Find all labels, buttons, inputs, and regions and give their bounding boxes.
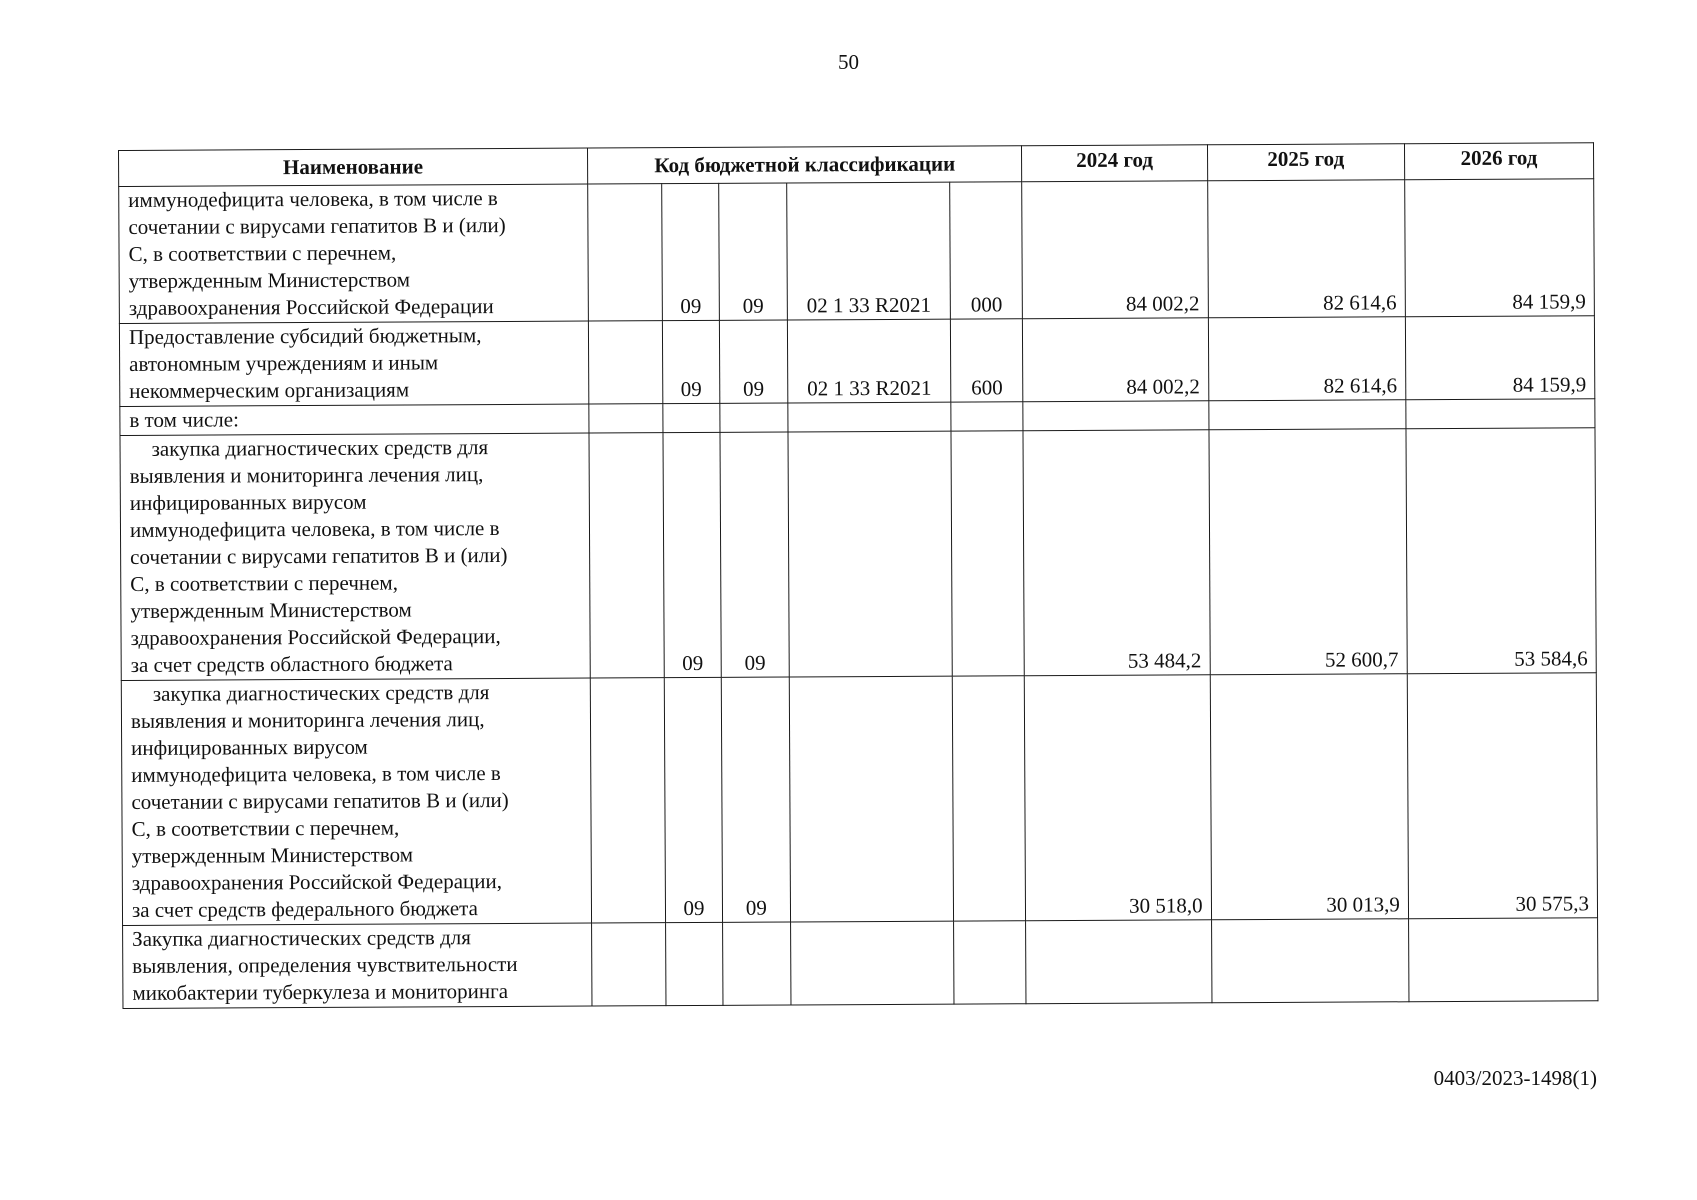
header-2026: 2026 год bbox=[1404, 143, 1593, 180]
row-name bbox=[123, 923, 592, 1008]
row-name-line: за счет средств областного бюджета bbox=[130, 651, 453, 677]
code-expense-type: 600 bbox=[950, 319, 1023, 402]
document-code: 0403/2023-1498(1) bbox=[1433, 1066, 1597, 1090]
row-name-line: здравоохранения Российской Федерации, bbox=[131, 868, 503, 895]
code-expense-type bbox=[951, 402, 1024, 431]
row-name-line: С, в соответствии с перечнем, bbox=[131, 815, 400, 841]
row-name bbox=[120, 433, 590, 680]
table-row bbox=[120, 428, 1596, 681]
row-name bbox=[119, 321, 588, 406]
value-2026: 84 159,9 bbox=[1405, 316, 1595, 400]
code-section: 09 bbox=[662, 183, 719, 320]
header-budget-code: Код бюджетной классификации bbox=[587, 146, 1022, 184]
row-name bbox=[119, 184, 589, 323]
code-blank-cell bbox=[590, 678, 666, 923]
row-name-line: утвержденным Министерством bbox=[131, 842, 414, 868]
table-row bbox=[119, 316, 1594, 407]
code-section: 09 bbox=[663, 320, 720, 403]
value-2024: 30 518,0 bbox=[1025, 675, 1211, 921]
table-row bbox=[121, 673, 1597, 926]
row-name-line: сочетании с вирусами гепатитов В и (или) bbox=[128, 212, 506, 239]
row-name bbox=[120, 404, 589, 435]
value-2024 bbox=[1026, 920, 1212, 1004]
row-name-line: сочетании с вирусами гепатитов В и (или) bbox=[131, 787, 509, 814]
row-name-line: выявления и мониторинга лечения лиц, bbox=[129, 462, 484, 488]
value-2026: 53 584,6 bbox=[1406, 428, 1596, 674]
code-expense-type bbox=[951, 431, 1025, 676]
row-name-line: за счет средств федерального бюджета bbox=[131, 896, 478, 922]
table-row bbox=[123, 918, 1598, 1009]
code-section bbox=[663, 403, 719, 432]
value-2025: 30 013,9 bbox=[1210, 674, 1408, 920]
code-expense-type: 000 bbox=[950, 182, 1023, 319]
code-subsection: 09 bbox=[721, 677, 791, 922]
row-name-line: в том числе: bbox=[129, 407, 239, 432]
row-name-line: сочетании с вирусами гепатитов В и (или) bbox=[130, 542, 508, 569]
page-number: 50 bbox=[838, 50, 859, 74]
header-name: Наименование bbox=[119, 148, 588, 186]
code-section: 09 bbox=[663, 432, 721, 677]
value-2024 bbox=[1023, 401, 1208, 431]
value-2025: 52 600,7 bbox=[1209, 429, 1407, 675]
value-2024: 84 002,2 bbox=[1023, 318, 1209, 402]
row-name-line: микобактерии туберкулеза и мониторинга bbox=[132, 978, 509, 1005]
value-2026: 30 575,3 bbox=[1407, 673, 1597, 919]
code-blank-cell bbox=[589, 404, 664, 433]
row-name-line: иммунодефицита человека, в том числе в bbox=[129, 516, 500, 542]
row-name-line: инфицированных вирусом bbox=[131, 734, 368, 760]
code-target bbox=[789, 676, 953, 922]
value-2025: 82 614,6 bbox=[1208, 317, 1406, 401]
row-name-line: закупка диагностических средств для bbox=[151, 435, 489, 461]
row-name-line: автономным учреждениям и иным bbox=[129, 350, 439, 376]
row-name-line: иммунодефицита человека, в том числе в bbox=[128, 186, 498, 212]
code-subsection bbox=[722, 922, 791, 1005]
code-subsection: 09 bbox=[718, 183, 787, 320]
value-2026: 84 159,9 bbox=[1404, 179, 1594, 317]
value-2024: 53 484,2 bbox=[1023, 430, 1209, 676]
code-target bbox=[788, 431, 952, 677]
row-name-line: С, в соответствии с перечнем, bbox=[130, 570, 399, 596]
row-name-line: некоммерческим организациям bbox=[129, 377, 410, 403]
budget-table bbox=[118, 142, 1598, 1009]
code-target bbox=[788, 402, 951, 432]
code-expense-type bbox=[952, 676, 1026, 921]
code-subsection: 09 bbox=[720, 432, 790, 677]
code-target bbox=[791, 921, 954, 1005]
code-blank-cell bbox=[588, 321, 663, 404]
row-name bbox=[121, 678, 591, 925]
code-expense-type bbox=[954, 921, 1027, 1004]
value-2025: 82 614,6 bbox=[1207, 180, 1405, 318]
row-name-line: здравоохранения Российской Федерации, bbox=[130, 624, 501, 650]
code-blank-cell bbox=[591, 923, 666, 1006]
row-name-line: С, в соответствии с перечнем, bbox=[128, 240, 397, 266]
row-name-line: утвержденным Министерством bbox=[130, 597, 412, 623]
value-2026 bbox=[1408, 918, 1598, 1002]
code-section bbox=[666, 922, 723, 1005]
row-name-line: иммунодефицита человека, в том числе в bbox=[131, 761, 501, 787]
value-2025 bbox=[1208, 400, 1405, 430]
table-body bbox=[119, 179, 1598, 1009]
code-section: 09 bbox=[665, 677, 723, 922]
row-name-line: Предоставление субсидий бюджетным, bbox=[128, 323, 482, 349]
row-name-line: выявления и мониторинга лечения лиц, bbox=[130, 707, 485, 733]
code-subsection bbox=[719, 403, 788, 432]
table-row bbox=[119, 179, 1595, 324]
code-target: 02 1 33 R2021 bbox=[787, 319, 950, 403]
row-name-line: утвержденным Министерством bbox=[128, 267, 411, 293]
code-subsection: 09 bbox=[719, 320, 788, 403]
header-2024: 2024 год bbox=[1022, 145, 1207, 182]
code-target: 02 1 33 R2021 bbox=[787, 182, 951, 320]
row-name-line: Закупка диагностических средств для bbox=[132, 925, 471, 951]
row-name-line: выявления, определения чувствительности bbox=[132, 951, 518, 978]
code-blank-cell bbox=[588, 184, 663, 321]
value-2025 bbox=[1211, 919, 1409, 1003]
row-name-line: инфицированных вирусом bbox=[129, 489, 367, 515]
value-2024: 84 002,2 bbox=[1022, 181, 1208, 319]
row-name-line: закупка диагностических средств для bbox=[152, 680, 490, 706]
value-2026 bbox=[1406, 399, 1595, 429]
code-blank-cell bbox=[589, 433, 665, 678]
row-name-line: здравоохранения Российской Федерации bbox=[128, 294, 494, 320]
header-2025: 2025 год bbox=[1207, 144, 1404, 181]
